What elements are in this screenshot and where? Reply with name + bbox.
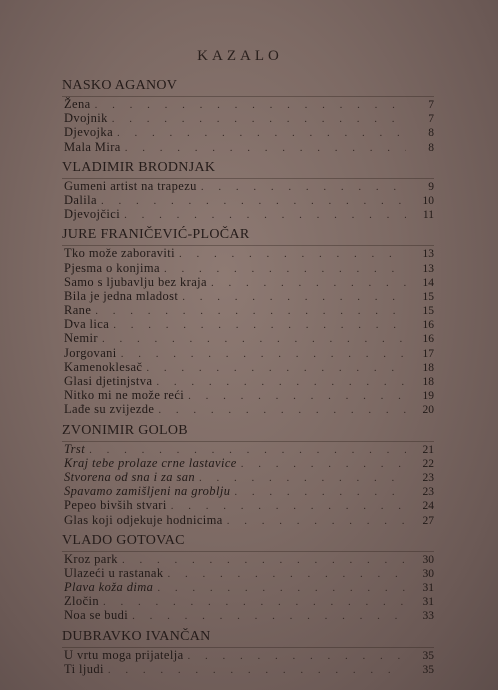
- entry-title: Žena: [64, 97, 91, 111]
- entry-title: Mala Mira: [64, 139, 121, 154]
- toc-entry: [62, 484, 434, 498]
- page-number: 23: [422, 486, 434, 499]
- dot-leader: [188, 649, 406, 663]
- page-number: 16: [422, 319, 434, 332]
- page-number: 7: [428, 113, 434, 126]
- dot-leader: [95, 304, 406, 318]
- toc-section: [62, 160, 434, 222]
- author-heading: NASKO AGANOV: [62, 78, 434, 97]
- toc-entry: [62, 388, 434, 402]
- entry-title: Glas koji odjekuje hodnicima: [64, 512, 223, 527]
- page-number: 8: [428, 127, 434, 140]
- dot-leader: [157, 581, 406, 595]
- entry-title: Trst: [64, 441, 86, 456]
- dot-leader: [156, 375, 406, 389]
- page-number: 31: [422, 596, 434, 609]
- dot-leader: [125, 141, 406, 155]
- table-of-contents: [62, 78, 434, 682]
- page-number: 27: [422, 514, 434, 527]
- entry-title: Dalila: [64, 192, 97, 207]
- toc-entry: [62, 662, 434, 676]
- page-number: 23: [422, 471, 434, 484]
- toc-section: [62, 78, 434, 154]
- entry-title: Kraj tebe prolaze crne lastavice: [64, 455, 237, 470]
- toc-entry: [62, 179, 434, 193]
- entry-title: Zločin: [64, 594, 100, 609]
- entry-title: Nemir: [64, 331, 98, 346]
- entry-title: Gumeni artist na trapezu: [64, 178, 197, 193]
- entry-title: Rane: [64, 303, 92, 318]
- dot-leader: [211, 276, 406, 290]
- page-number: 31: [422, 582, 434, 595]
- toc-entry: [62, 246, 434, 260]
- toc-entry: [62, 608, 434, 622]
- page-number: 11: [422, 209, 434, 222]
- toc-entry: [62, 275, 434, 289]
- page-number: 13: [422, 262, 434, 275]
- page-number: 13: [422, 248, 434, 261]
- toc-entry: [62, 193, 434, 207]
- dot-leader: [164, 262, 406, 276]
- toc-section: [62, 629, 434, 676]
- dot-leader: [182, 290, 406, 304]
- page-number: 21: [422, 443, 434, 456]
- entry-title: Pepeo bivših stvari: [64, 498, 167, 513]
- dot-leader: [121, 347, 406, 361]
- page-number: 15: [422, 305, 434, 318]
- page-number: 8: [428, 141, 434, 154]
- toc-entry: [62, 498, 434, 512]
- entry-title: Glasi djetinjstva: [64, 374, 153, 388]
- page-title: KAZALO: [197, 48, 283, 64]
- page-number: 22: [422, 457, 434, 470]
- toc-section: [62, 227, 434, 416]
- dot-leader: [101, 194, 406, 208]
- toc-entry: [62, 303, 434, 317]
- entry-title: Ti ljudi: [64, 661, 104, 676]
- entry-title: U vrtu moga prijatelja: [64, 647, 184, 662]
- author-heading: JURE FRANIČEVIĆ-PLOČAR: [62, 227, 434, 246]
- page-number: 16: [422, 333, 434, 346]
- toc-entry: [62, 566, 434, 580]
- toc-entry: [62, 317, 434, 331]
- toc-entry: [62, 289, 434, 303]
- author-heading: VLADIMIR BRODNJAK: [62, 160, 434, 179]
- entry-title: Spavamo zamišljeni na groblju: [64, 484, 231, 499]
- dot-leader: [146, 361, 406, 375]
- dot-leader: [103, 595, 406, 609]
- dot-leader: [102, 332, 406, 346]
- dot-leader: [117, 126, 406, 140]
- toc-entry: [62, 470, 434, 484]
- entry-title: Samo s ljubavlju bez kraja: [64, 274, 208, 289]
- dot-leader: [171, 499, 406, 513]
- toc-entry: [62, 374, 434, 388]
- dot-leader: [179, 247, 406, 261]
- entry-title: Nitko mi ne može reći: [64, 388, 185, 403]
- page-number: 7: [428, 99, 434, 111]
- dot-leader: [188, 389, 406, 403]
- page-number: 24: [422, 500, 434, 513]
- toc-entry: [62, 111, 434, 125]
- toc-entry: [62, 125, 434, 139]
- entry-title: Ulazeći u rastanak: [64, 565, 164, 580]
- toc-entry: [62, 140, 434, 154]
- toc-entry: [62, 456, 434, 470]
- page-number: 14: [422, 276, 434, 289]
- page-number: 10: [422, 194, 434, 207]
- entry-title: Djevojčici: [64, 207, 121, 222]
- toc-entry: [62, 513, 434, 527]
- toc-entry: [62, 442, 434, 456]
- author-heading: VLADO GOTOVAC: [62, 533, 434, 552]
- dot-leader: [108, 663, 406, 677]
- toc-entry: [62, 331, 434, 345]
- toc-entry: [62, 207, 434, 221]
- page-number: 30: [422, 553, 434, 566]
- toc-entry: [62, 402, 434, 416]
- dot-leader: [241, 457, 406, 471]
- toc-entry: [62, 552, 434, 566]
- dot-leader: [132, 609, 406, 623]
- entry-title: Lađe su zvijezde: [64, 402, 155, 417]
- dot-leader: [124, 208, 406, 222]
- toc-entry: [62, 346, 434, 360]
- entry-title: Bila je jedna mladost: [64, 288, 179, 303]
- page-number: 15: [422, 290, 434, 303]
- toc-entry: [62, 580, 434, 594]
- entry-title: Noa se budi: [64, 608, 129, 623]
- toc-entry: [62, 97, 434, 111]
- page-number: 19: [422, 390, 434, 403]
- author-heading: ZVONIMIR GOLOB: [62, 423, 434, 442]
- entry-title: Plava koža dima: [64, 580, 154, 595]
- entry-title: Pjesma o konjima: [64, 260, 160, 275]
- dot-leader: [95, 98, 406, 112]
- page-number: 9: [428, 180, 434, 193]
- page-number: 33: [422, 610, 434, 623]
- page-number: 20: [422, 404, 434, 417]
- dot-leader: [112, 112, 406, 126]
- toc-entry: [62, 360, 434, 374]
- toc-entry: [62, 261, 434, 275]
- page-number: 18: [422, 361, 434, 374]
- entry-title: Dva lica: [64, 317, 110, 332]
- entry-title: Tko može zaboraviti: [64, 246, 176, 261]
- dot-leader: [234, 485, 406, 499]
- entry-title: Jorgovani: [64, 345, 117, 360]
- page-number: 35: [422, 663, 434, 676]
- entry-title: Dvojnik: [64, 111, 108, 126]
- entry-title: Djevojka: [64, 125, 114, 140]
- dot-leader: [201, 180, 406, 194]
- page-number: 18: [422, 376, 434, 388]
- toc-entry: [62, 594, 434, 608]
- dot-leader: [113, 318, 406, 332]
- page-number: 35: [422, 649, 434, 662]
- dot-leader: [199, 471, 406, 485]
- dot-leader: [158, 403, 406, 417]
- author-heading: DUBRAVKO IVANČAN: [62, 629, 434, 648]
- dot-leader: [89, 443, 406, 457]
- entry-title: Stvorena od sna i za san: [64, 469, 196, 484]
- page-number: 30: [422, 567, 434, 580]
- dot-leader: [168, 567, 406, 581]
- toc-section: [62, 533, 434, 623]
- dot-leader: [122, 553, 406, 567]
- entry-title: Kamenoklesač: [64, 359, 143, 374]
- entry-title: Kroz park: [64, 551, 118, 566]
- page-number: 17: [422, 347, 434, 360]
- toc-entry: [62, 648, 434, 662]
- toc-section: [62, 423, 434, 527]
- dot-leader: [227, 514, 406, 528]
